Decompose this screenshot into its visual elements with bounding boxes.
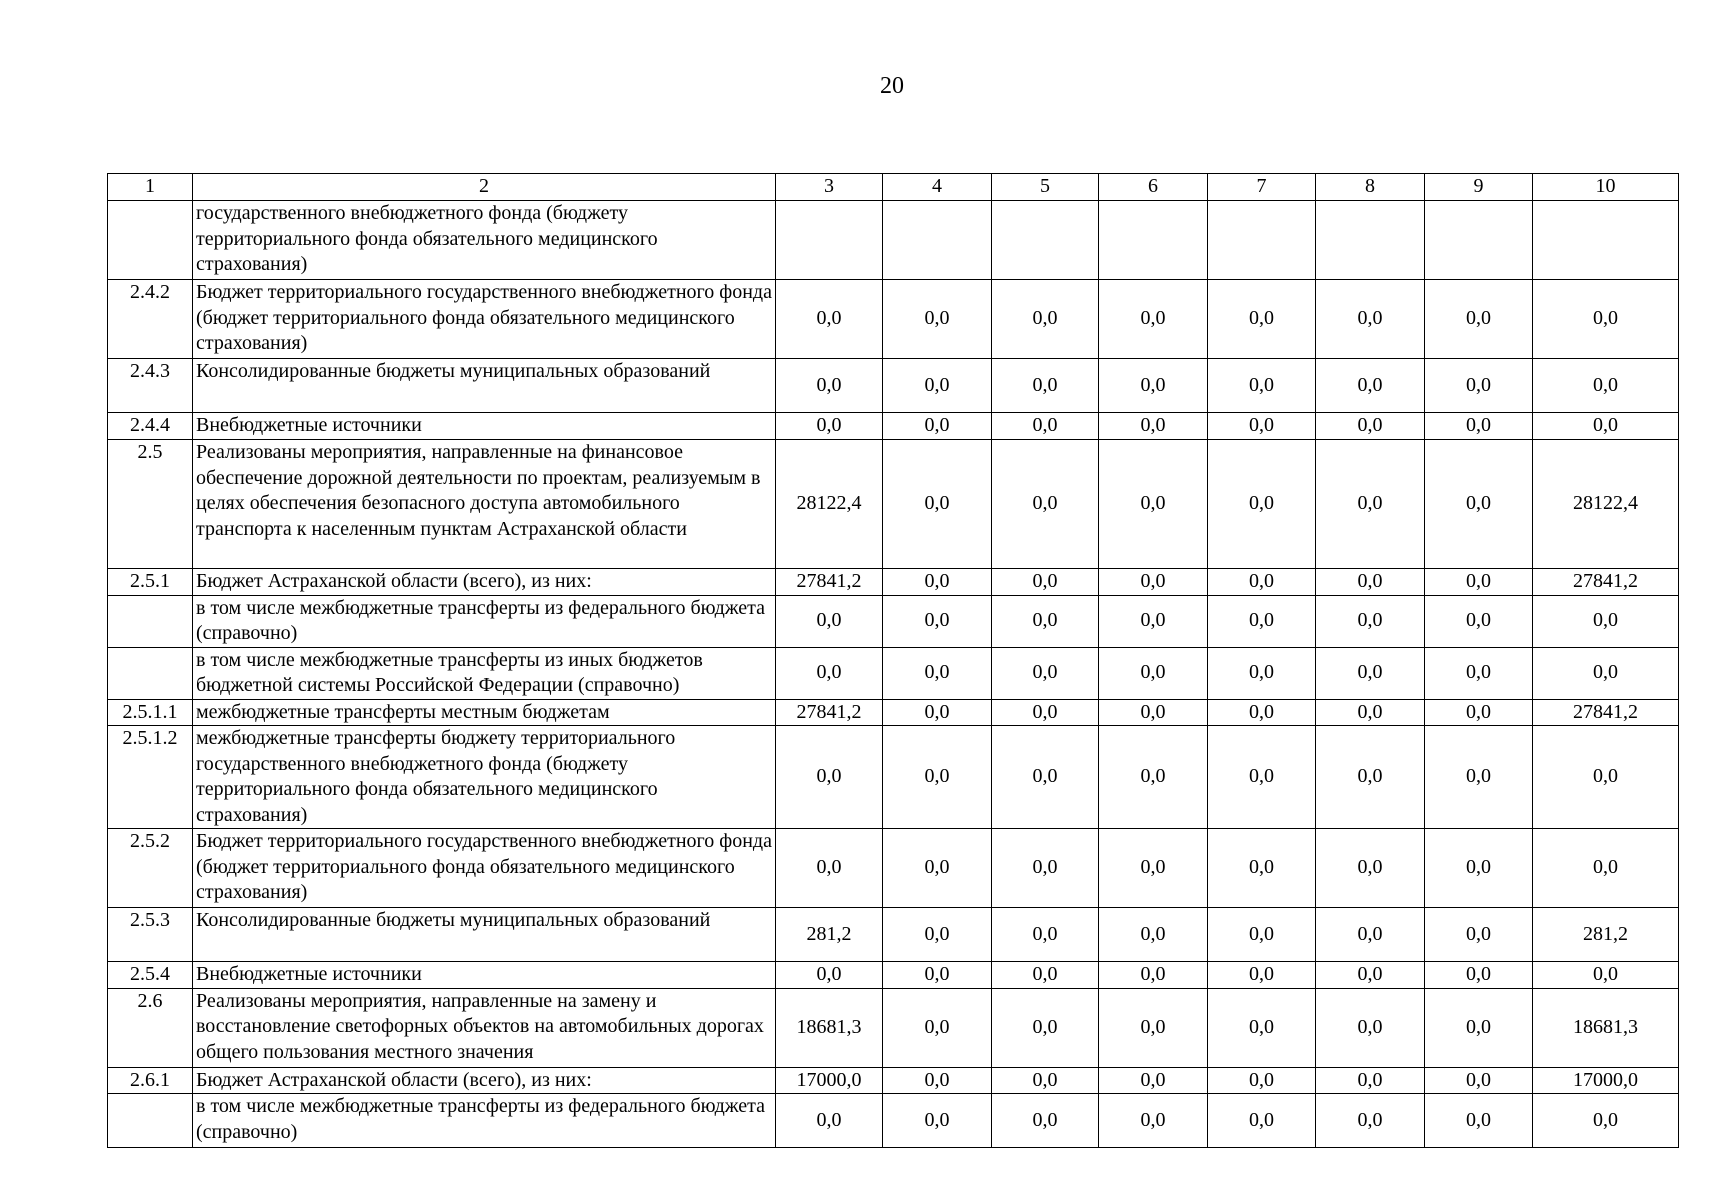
- row-description-cell: Внебюджетные источники: [193, 962, 776, 989]
- value-cell-col-6: 0,0: [1099, 962, 1208, 989]
- value-cell-col-5: 0,0: [992, 1094, 1099, 1148]
- header-cell: 10: [1533, 174, 1679, 201]
- value-cell-col-4: 0,0: [883, 829, 992, 908]
- value-cell-col-5: 0,0: [992, 829, 1099, 908]
- value-cell-col-9: 0,0: [1425, 908, 1533, 962]
- table-row: [108, 829, 1679, 908]
- value-cell-col-5: 0,0: [992, 647, 1099, 699]
- row-description-cell: Бюджет территориального государственного внебюджетного фонда (бюджет территориального фонда обязательного медицинского страхования): [193, 829, 776, 908]
- value-cell-col-4: 0,0: [883, 908, 992, 962]
- row-number-cell: 2.6: [108, 988, 193, 1067]
- row-description-cell: Бюджет территориального государственного внебюджетного фонда (бюджет территориального фонда обязательного медицинского страхования): [193, 280, 776, 359]
- value-cell-col-3: [776, 201, 883, 280]
- value-cell-col-4: 0,0: [883, 699, 992, 726]
- value-cell-col-7: 0,0: [1208, 726, 1316, 829]
- value-cell-col-4: 0,0: [883, 1094, 992, 1148]
- value-cell-col-10: 27841,2: [1533, 569, 1679, 596]
- value-cell-col-10: 0,0: [1533, 595, 1679, 647]
- value-cell-col-6: 0,0: [1099, 699, 1208, 726]
- value-cell-col-3: 17000,0: [776, 1067, 883, 1094]
- value-cell-col-9: 0,0: [1425, 440, 1533, 569]
- value-cell-col-5: 0,0: [992, 699, 1099, 726]
- value-cell-col-3: 18681,3: [776, 988, 883, 1067]
- value-cell-col-3: 28122,4: [776, 440, 883, 569]
- value-cell-col-6: 0,0: [1099, 569, 1208, 596]
- row-number-cell: 2.4.4: [108, 413, 193, 440]
- value-cell-col-9: 0,0: [1425, 1067, 1533, 1094]
- value-cell-col-8: 0,0: [1316, 440, 1425, 569]
- value-cell-col-8: 0,0: [1316, 569, 1425, 596]
- value-cell-col-5: 0,0: [992, 962, 1099, 989]
- row-description-cell: межбюджетные трансферты бюджету территориального государственного внебюджетного фонда (бюджету территориального фонда обязательного медицинского страхования): [193, 726, 776, 829]
- value-cell-col-9: 0,0: [1425, 699, 1533, 726]
- row-description-cell: Реализованы мероприятия, направленные на замену и восстановление светофорных объектов на автомобильных дорогах общего пользования местного значения: [193, 988, 776, 1067]
- value-cell-col-5: 0,0: [992, 359, 1099, 413]
- value-cell-col-8: 0,0: [1316, 988, 1425, 1067]
- table-row: [108, 440, 1679, 569]
- row-description-cell: в том числе межбюджетные трансферты из федерального бюджета (справочно): [193, 1094, 776, 1148]
- table-row: [108, 908, 1679, 962]
- value-cell-col-4: 0,0: [883, 440, 992, 569]
- value-cell-col-4: [883, 201, 992, 280]
- row-description-cell: в том числе межбюджетные трансферты из федерального бюджета (справочно): [193, 595, 776, 647]
- row-description-cell: Консолидированные бюджеты муниципальных образований: [193, 359, 776, 413]
- row-number-cell: [108, 1094, 193, 1148]
- value-cell-col-6: 0,0: [1099, 440, 1208, 569]
- value-cell-col-10: 17000,0: [1533, 1067, 1679, 1094]
- header-cell: 2: [193, 174, 776, 201]
- value-cell-col-8: 0,0: [1316, 595, 1425, 647]
- row-number-cell: 2.5.2: [108, 829, 193, 908]
- value-cell-col-4: 0,0: [883, 1067, 992, 1094]
- table-row: [108, 595, 1679, 647]
- value-cell-col-8: 0,0: [1316, 359, 1425, 413]
- value-cell-col-10: 18681,3: [1533, 988, 1679, 1067]
- value-cell-col-10: 28122,4: [1533, 440, 1679, 569]
- value-cell-col-9: 0,0: [1425, 962, 1533, 989]
- value-cell-col-5: 0,0: [992, 569, 1099, 596]
- value-cell-col-4: 0,0: [883, 569, 992, 596]
- table-row: [108, 201, 1679, 280]
- value-cell-col-7: 0,0: [1208, 359, 1316, 413]
- value-cell-col-7: 0,0: [1208, 699, 1316, 726]
- value-cell-col-4: 0,0: [883, 988, 992, 1067]
- value-cell-col-5: 0,0: [992, 280, 1099, 359]
- value-cell-col-6: [1099, 201, 1208, 280]
- value-cell-col-9: 0,0: [1425, 988, 1533, 1067]
- value-cell-col-9: [1425, 201, 1533, 280]
- value-cell-col-5: 0,0: [992, 1067, 1099, 1094]
- value-cell-col-7: 0,0: [1208, 280, 1316, 359]
- value-cell-col-10: 281,2: [1533, 908, 1679, 962]
- value-cell-col-4: 0,0: [883, 359, 992, 413]
- value-cell-col-3: 0,0: [776, 280, 883, 359]
- value-cell-col-10: [1533, 201, 1679, 280]
- value-cell-col-6: 0,0: [1099, 1094, 1208, 1148]
- row-number-cell: 2.5.3: [108, 908, 193, 962]
- row-description-cell: Внебюджетные источники: [193, 413, 776, 440]
- value-cell-col-8: 0,0: [1316, 647, 1425, 699]
- row-description-cell: Реализованы мероприятия, направленные на финансовое обеспечение дорожной деятельности по проектам, реализуемым в целях обеспечения безопасного доступа автомобильного транспорта к населенным пунктам Астраханской области: [193, 440, 776, 569]
- page-number: 20: [880, 73, 904, 99]
- value-cell-col-10: 0,0: [1533, 962, 1679, 989]
- header-cell: 9: [1425, 174, 1533, 201]
- value-cell-col-3: 0,0: [776, 413, 883, 440]
- row-description-cell: государственного внебюджетного фонда (бюджету территориального фонда обязательного медицинского страхования): [193, 201, 776, 280]
- table-row: [108, 988, 1679, 1067]
- row-number-cell: 2.5.1.2: [108, 726, 193, 829]
- value-cell-col-7: 0,0: [1208, 988, 1316, 1067]
- row-description-cell: Бюджет Астраханской области (всего), из них:: [193, 1067, 776, 1094]
- value-cell-col-7: 0,0: [1208, 569, 1316, 596]
- table-row: [108, 1094, 1679, 1148]
- value-cell-col-3: 0,0: [776, 647, 883, 699]
- header-cell: 3: [776, 174, 883, 201]
- value-cell-col-3: 281,2: [776, 908, 883, 962]
- value-cell-col-6: 0,0: [1099, 280, 1208, 359]
- value-cell-col-5: [992, 201, 1099, 280]
- value-cell-col-3: 27841,2: [776, 699, 883, 726]
- row-number-cell: [108, 201, 193, 280]
- value-cell-col-9: 0,0: [1425, 726, 1533, 829]
- value-cell-col-8: 0,0: [1316, 908, 1425, 962]
- table-row: [108, 726, 1679, 829]
- value-cell-col-10: 0,0: [1533, 647, 1679, 699]
- table-row: [108, 569, 1679, 596]
- row-number-cell: 2.5: [108, 440, 193, 569]
- budget-table: [107, 173, 1679, 1148]
- column-number-header-row: [108, 174, 1679, 201]
- value-cell-col-8: 0,0: [1316, 726, 1425, 829]
- value-cell-col-6: 0,0: [1099, 908, 1208, 962]
- value-cell-col-9: 0,0: [1425, 1094, 1533, 1148]
- header-cell: 4: [883, 174, 992, 201]
- value-cell-col-9: 0,0: [1425, 595, 1533, 647]
- value-cell-col-8: [1316, 201, 1425, 280]
- value-cell-col-5: 0,0: [992, 726, 1099, 829]
- value-cell-col-5: 0,0: [992, 413, 1099, 440]
- value-cell-col-6: 0,0: [1099, 829, 1208, 908]
- value-cell-col-9: 0,0: [1425, 413, 1533, 440]
- value-cell-col-5: 0,0: [992, 908, 1099, 962]
- value-cell-col-8: 0,0: [1316, 699, 1425, 726]
- value-cell-col-4: 0,0: [883, 280, 992, 359]
- value-cell-col-7: 0,0: [1208, 595, 1316, 647]
- value-cell-col-4: 0,0: [883, 962, 992, 989]
- row-number-cell: 2.5.4: [108, 962, 193, 989]
- value-cell-col-8: 0,0: [1316, 413, 1425, 440]
- value-cell-col-3: 27841,2: [776, 569, 883, 596]
- value-cell-col-9: 0,0: [1425, 280, 1533, 359]
- value-cell-col-3: 0,0: [776, 1094, 883, 1148]
- value-cell-col-4: 0,0: [883, 413, 992, 440]
- value-cell-col-10: 0,0: [1533, 280, 1679, 359]
- value-cell-col-3: 0,0: [776, 595, 883, 647]
- value-cell-col-6: 0,0: [1099, 359, 1208, 413]
- header-cell: 5: [992, 174, 1099, 201]
- row-description-cell: Бюджет Астраханской области (всего), из них:: [193, 569, 776, 596]
- value-cell-col-3: 0,0: [776, 359, 883, 413]
- row-number-cell: 2.4.3: [108, 359, 193, 413]
- value-cell-col-3: 0,0: [776, 962, 883, 989]
- row-number-cell: [108, 647, 193, 699]
- row-number-cell: 2.5.1: [108, 569, 193, 596]
- value-cell-col-10: 0,0: [1533, 829, 1679, 908]
- value-cell-col-8: 0,0: [1316, 1067, 1425, 1094]
- table-row: [108, 359, 1679, 413]
- value-cell-col-5: 0,0: [992, 988, 1099, 1067]
- value-cell-col-9: 0,0: [1425, 359, 1533, 413]
- value-cell-col-6: 0,0: [1099, 988, 1208, 1067]
- row-number-cell: 2.5.1.1: [108, 699, 193, 726]
- value-cell-col-8: 0,0: [1316, 280, 1425, 359]
- header-cell: 8: [1316, 174, 1425, 201]
- value-cell-col-10: 0,0: [1533, 359, 1679, 413]
- row-number-cell: 2.4.2: [108, 280, 193, 359]
- value-cell-col-6: 0,0: [1099, 595, 1208, 647]
- value-cell-col-8: 0,0: [1316, 962, 1425, 989]
- header-cell: 6: [1099, 174, 1208, 201]
- value-cell-col-7: 0,0: [1208, 908, 1316, 962]
- table-row: [108, 962, 1679, 989]
- value-cell-col-6: 0,0: [1099, 413, 1208, 440]
- value-cell-col-5: 0,0: [992, 595, 1099, 647]
- value-cell-col-4: 0,0: [883, 595, 992, 647]
- value-cell-col-10: 0,0: [1533, 726, 1679, 829]
- value-cell-col-6: 0,0: [1099, 647, 1208, 699]
- value-cell-col-7: [1208, 201, 1316, 280]
- value-cell-col-10: 27841,2: [1533, 699, 1679, 726]
- header-cell: 1: [108, 174, 193, 201]
- value-cell-col-7: 0,0: [1208, 413, 1316, 440]
- value-cell-col-6: 0,0: [1099, 1067, 1208, 1094]
- row-description-cell: Консолидированные бюджеты муниципальных образований: [193, 908, 776, 962]
- value-cell-col-5: 0,0: [992, 440, 1099, 569]
- table-row: [108, 1067, 1679, 1094]
- value-cell-col-9: 0,0: [1425, 829, 1533, 908]
- value-cell-col-7: 0,0: [1208, 962, 1316, 989]
- value-cell-col-8: 0,0: [1316, 829, 1425, 908]
- value-cell-col-10: 0,0: [1533, 413, 1679, 440]
- value-cell-col-6: 0,0: [1099, 726, 1208, 829]
- table-row: [108, 699, 1679, 726]
- header-cell: 7: [1208, 174, 1316, 201]
- row-number-cell: 2.6.1: [108, 1067, 193, 1094]
- value-cell-col-3: 0,0: [776, 726, 883, 829]
- value-cell-col-4: 0,0: [883, 647, 992, 699]
- value-cell-col-7: 0,0: [1208, 829, 1316, 908]
- row-description-cell: в том числе межбюджетные трансферты из иных бюджетов бюджетной системы Российской Федерации (справочно): [193, 647, 776, 699]
- value-cell-col-3: 0,0: [776, 829, 883, 908]
- value-cell-col-7: 0,0: [1208, 1094, 1316, 1148]
- table-row: [108, 413, 1679, 440]
- value-cell-col-7: 0,0: [1208, 1067, 1316, 1094]
- value-cell-col-7: 0,0: [1208, 440, 1316, 569]
- row-number-cell: [108, 595, 193, 647]
- table-row: [108, 647, 1679, 699]
- table-row: [108, 280, 1679, 359]
- value-cell-col-7: 0,0: [1208, 647, 1316, 699]
- value-cell-col-8: 0,0: [1316, 1094, 1425, 1148]
- value-cell-col-10: 0,0: [1533, 1094, 1679, 1148]
- value-cell-col-9: 0,0: [1425, 647, 1533, 699]
- row-description-cell: межбюджетные трансферты местным бюджетам: [193, 699, 776, 726]
- value-cell-col-4: 0,0: [883, 726, 992, 829]
- value-cell-col-9: 0,0: [1425, 569, 1533, 596]
